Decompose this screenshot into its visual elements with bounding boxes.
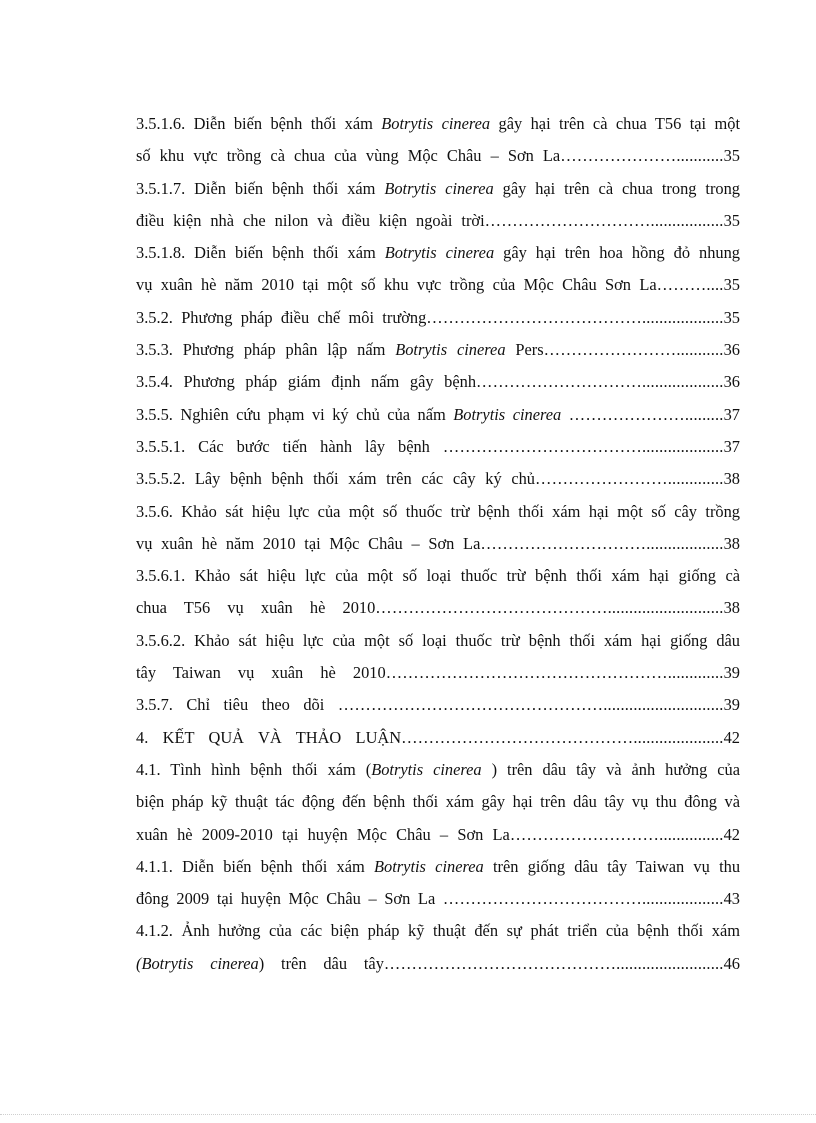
- page-number: 43: [723, 889, 740, 909]
- dot-leader: ……………………………………...........................: [375, 598, 724, 618]
- entry-text: 4. KẾT QUẢ VÀ THẢO LUẬN: [136, 727, 402, 747]
- entry-text: 3.5.7. Chỉ tiêu theo dõi: [136, 695, 338, 715]
- page-number: 39: [723, 695, 740, 715]
- entry-text: xuân hè 2009-2010 tại huyện Mộc Châu – Sơn La: [136, 824, 510, 844]
- entry-text: 4.1.2. Ảnh hưởng của các biện pháp kỹ thuật đến sự phát triển của bệnh thối xám: [136, 921, 740, 941]
- toc-entry-4-1-2[interactable]: [136, 915, 740, 947]
- toc-entry-3-5-1-8-cont[interactable]: [136, 269, 740, 301]
- entry-text: tây Taiwan vụ xuân hè 2010: [136, 663, 386, 683]
- species-name: Botrytis cinerea: [453, 404, 562, 424]
- page-number: 38: [723, 598, 740, 618]
- toc-entry-4-1-1-cont[interactable]: [136, 883, 740, 915]
- toc-entry-3-5-5-2[interactable]: [136, 463, 740, 495]
- toc-entry-4-1-mid[interactable]: [136, 786, 740, 818]
- toc-entry-4-1[interactable]: [136, 754, 740, 786]
- entry-text: biện pháp kỹ thuật tác động đến bệnh thối xám gây hại trên dâu tây vụ thu đông và: [136, 792, 740, 812]
- toc-entry-4-1-2-cont[interactable]: [136, 948, 740, 980]
- toc-entry-4-1-1[interactable]: [136, 851, 740, 883]
- toc-entry-3-5-6-cont[interactable]: [136, 528, 740, 560]
- entry-text: ) trên dâu tây: [258, 953, 384, 973]
- entry-text: điều kiện nhà che nilon và điều kiện ngoài trời: [136, 210, 485, 230]
- dot-leader: …………………...........: [560, 146, 724, 166]
- dot-leader: …………………………………….....................: [401, 727, 724, 747]
- toc-entry-3-5-5-1[interactable]: [136, 431, 740, 463]
- entry-text: 3.5.1.7. Diễn biến bệnh thối xám: [136, 178, 385, 198]
- entry-text: 4.1.1. Diễn biến bệnh thối xám: [136, 856, 375, 876]
- toc-entry-3-5-2[interactable]: [136, 302, 740, 334]
- toc-entry-3-5-6-2-cont[interactable]: [136, 657, 740, 689]
- toc-entry-3-5-3[interactable]: [136, 334, 740, 366]
- entry-text: 3.5.5.2. Lây bệnh bệnh thối xám trên các cây ký chủ: [136, 469, 535, 489]
- entry-text: 3.5.1.8. Diễn biến bệnh thối xám: [136, 243, 385, 263]
- species-name: Botrytis cinerea: [381, 114, 491, 133]
- dot-leader: …………………………………….........................: [383, 953, 724, 973]
- toc-entry-3-5-6-1[interactable]: [136, 560, 740, 592]
- dot-leader: …………………………..................: [480, 533, 724, 553]
- toc-entry-3-5-5[interactable]: [136, 399, 740, 431]
- species-name: Botrytis cinerea: [374, 856, 484, 876]
- entry-text: 3.5.6. Khảo sát hiệu lực của một số thuốc trừ bệnh thối xám hại một số cây trồng: [136, 501, 740, 521]
- toc-entry-3-5-1-8[interactable]: [136, 237, 740, 269]
- toc-entry-3-5-1-6[interactable]: [136, 108, 740, 140]
- species-name: Botrytis cinerea: [384, 178, 494, 198]
- page-number: 42: [723, 727, 740, 747]
- entry-text: trên giống dâu tây Taiwan vụ thu: [483, 856, 741, 876]
- entry-text: 3.5.3. Phương pháp phân lập nấm: [136, 340, 396, 360]
- dot-leader: …………………………………...................: [426, 307, 724, 327]
- entry-text: vụ xuân hè năm 2010 tại một số khu vực trồng của Mộc Châu Sơn La: [136, 275, 657, 295]
- toc-entry-4[interactable]: [136, 722, 740, 754]
- species-name: (Botrytis cinerea: [136, 953, 259, 973]
- entry-text: gây hại trên cà chua trong trong: [493, 178, 740, 198]
- toc-entry-3-5-1-7[interactable]: [136, 173, 740, 205]
- page-number: 37: [723, 404, 740, 424]
- dot-leader: ………………………………...................: [442, 436, 724, 456]
- entry-text: Pers: [505, 340, 544, 360]
- dot-leader: ………………………….................: [484, 210, 724, 230]
- page-number: 37: [723, 436, 740, 456]
- toc-entry-3-5-6[interactable]: [136, 496, 740, 528]
- entry-text: gây hại trên cà chua T56 tại một: [490, 114, 741, 133]
- toc-entry-3-5-6-2[interactable]: [136, 625, 740, 657]
- species-name: Botrytis cinerea: [395, 340, 506, 360]
- dot-leader: ………………………...............: [509, 824, 724, 844]
- dot-leader: ………………….........: [568, 404, 724, 424]
- entry-text: đông 2009 tại huyện Mộc Châu – Sơn La: [136, 889, 443, 909]
- page-bottom-rule: [0, 1114, 816, 1115]
- toc-entry-3-5-6-1-cont[interactable]: [136, 592, 740, 624]
- species-name: Botrytis cinerea: [384, 243, 495, 263]
- dot-leader: ……………………...........: [543, 340, 724, 360]
- dot-leader: …………………….............: [535, 469, 724, 489]
- entry-text: 3.5.2. Phương pháp điều chế môi trường: [136, 307, 427, 327]
- dot-leader: …………………………………………............................: [337, 695, 724, 715]
- page-number: 35: [723, 307, 740, 327]
- page-number: 38: [723, 469, 740, 489]
- page-number: 36: [723, 340, 740, 360]
- dot-leader: …………………………………………….............: [385, 663, 724, 683]
- dot-leader: ………....: [656, 275, 724, 295]
- entry-text: 3.5.5. Nghiên cứu phạm vi ký chủ của nấm: [136, 404, 454, 424]
- toc-entry-3-5-1-7-cont[interactable]: [136, 205, 740, 237]
- page-number: 38: [723, 533, 740, 553]
- entry-text: 3.5.5.1. Các bước tiến hành lây bệnh: [136, 436, 443, 456]
- entry-text: ) trên dâu tây và ảnh hưởng của: [481, 759, 740, 779]
- dot-leader: ………………………………...................: [442, 889, 724, 909]
- page-number: 36: [723, 372, 740, 392]
- entry-text: 4.1. Tình hình bệnh thối xám (: [136, 759, 372, 779]
- toc-entry-4-1-cont[interactable]: [136, 819, 740, 851]
- entry-text: vụ xuân hè năm 2010 tại Mộc Châu – Sơn La: [136, 533, 481, 553]
- page-number: 46: [723, 953, 740, 973]
- table-of-contents: [136, 108, 740, 980]
- species-name: Botrytis cinerea: [371, 759, 482, 779]
- page-number: 42: [723, 824, 740, 844]
- page-number: 35: [723, 210, 740, 230]
- entry-text: chua T56 vụ xuân hè 2010: [136, 598, 376, 618]
- page-number: 35: [723, 146, 740, 166]
- toc-entry-3-5-1-6-cont[interactable]: [136, 140, 740, 172]
- toc-entry-3-5-4[interactable]: [136, 366, 740, 398]
- entry-text: gây hại trên hoa hồng đỏ nhung: [494, 243, 740, 263]
- page-number: 35: [723, 275, 740, 295]
- entry-text: số khu vực trồng cà chua của vùng Mộc Châu – Sơn La: [136, 146, 561, 166]
- dot-leader: …………………………...................: [476, 372, 724, 392]
- entry-text: 3.5.6.2. Khảo sát hiệu lực của một số loại thuốc trừ bệnh thối xám hại giống dâu: [136, 630, 740, 650]
- entry-text: 3.5.6.1. Khảo sát hiệu lực của một số loại thuốc trừ bệnh thối xám hại giống cà: [136, 566, 740, 586]
- entry-text: [561, 405, 569, 424]
- page-number: 39: [723, 663, 740, 683]
- entry-text: 3.5.1.6. Diễn biến bệnh thối xám: [136, 114, 382, 133]
- toc-entry-3-5-7[interactable]: [136, 689, 740, 721]
- entry-text: 3.5.4. Phương pháp giám định nấm gây bệnh: [136, 372, 477, 392]
